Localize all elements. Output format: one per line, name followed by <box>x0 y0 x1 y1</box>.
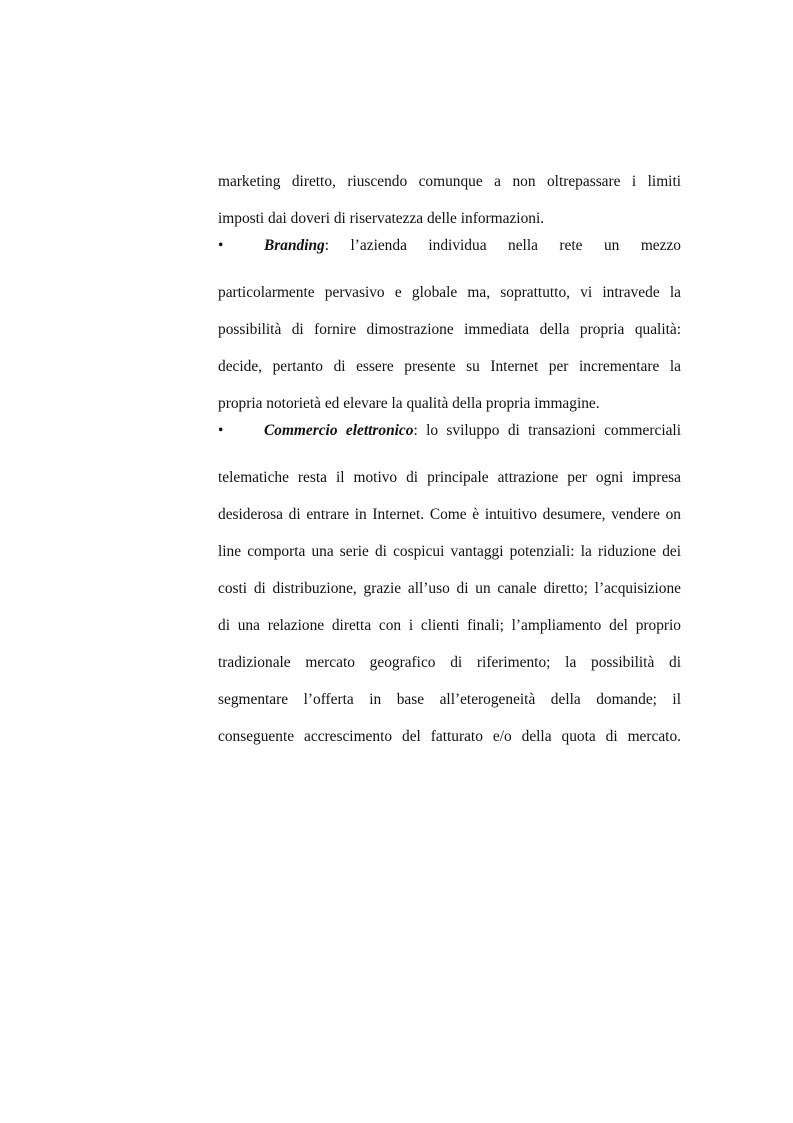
bullet-first-line <box>218 422 681 459</box>
bullet-first-line <box>218 237 681 274</box>
text-line: tradizionale mercato geografico di riferimento; la possibilità di <box>218 654 681 671</box>
text-line: line comporta una serie di cospicui vantaggi potenziali: la riduzione dei <box>218 543 681 560</box>
text-line: desiderosa di entrare in Internet. Come è intuitivo desumere, vendere on <box>218 506 681 523</box>
text-line: particolarmente pervasivo e globale ma, soprattutto, vi intravede la <box>218 284 681 301</box>
text-line: telematiche resta il motivo di principale attrazione per ogni impresa <box>218 469 681 486</box>
text-line: imposti dai doveri di riservatezza delle informazioni. <box>218 210 545 227</box>
text-line: decide, pertanto di essere presente su Internet per incrementare la <box>218 358 681 375</box>
bullet-first-line-rest: : lo sviluppo di transazioni commerciali <box>413 422 681 439</box>
bullet-item-commercio-elettronico <box>218 422 681 755</box>
text-line: costi di distribuzione, grazie all’uso di un canale diretto; l’acquisizione <box>218 580 681 597</box>
bullet-icon: • <box>218 237 224 254</box>
text-line: conseguente accrescimento del fatturato e/o della quota di mercato. <box>218 728 681 745</box>
body-text <box>218 163 681 755</box>
bullet-item-branding <box>218 237 681 422</box>
text-line: di una relazione diretta con i clienti finali; l’ampliamento del proprio <box>218 617 681 634</box>
text-line: propria notorietà ed elevare la qualità della propria immagine. <box>218 395 600 412</box>
bullet-first-line-text <box>264 422 681 440</box>
text-line: marketing diretto, riuscendo comunque a non oltrepassare i limiti <box>218 173 681 190</box>
bullet-first-line-text <box>264 237 681 255</box>
intro-paragraph <box>218 163 681 237</box>
text-line: segmentare l’offerta in base all’eterogeneità della domande; il <box>218 691 681 708</box>
bullet-term: Branding <box>264 237 325 254</box>
bullet-first-line-rest: : l’azienda individua nella rete un mezzo <box>324 237 681 254</box>
bullet-icon: • <box>218 422 224 439</box>
text-line: possibilità di fornire dimostrazione immediata della propria qualità: <box>218 321 681 338</box>
bullet-term: Commercio elettronico <box>264 422 414 439</box>
